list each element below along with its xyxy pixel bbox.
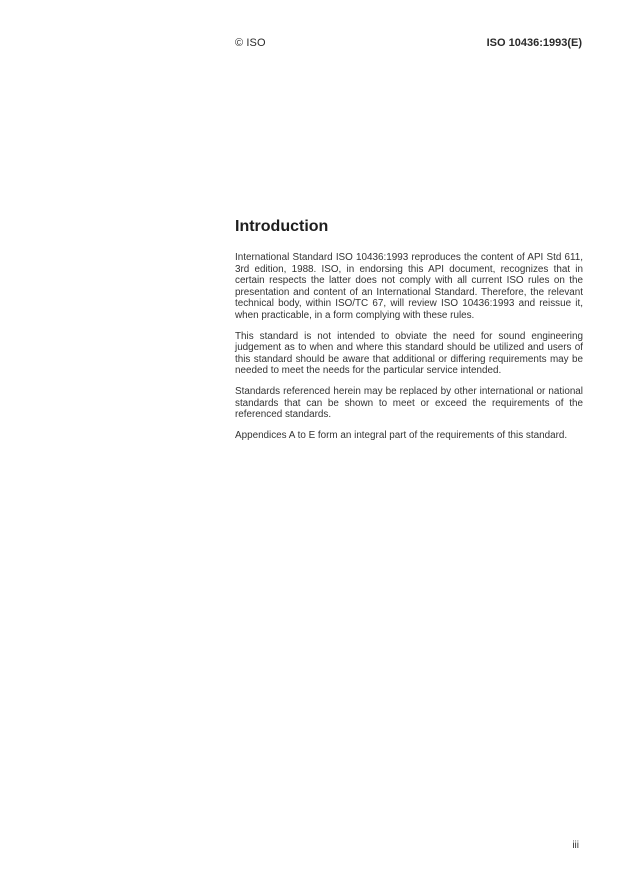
section-title: Introduction bbox=[235, 218, 329, 235]
page-number: iii bbox=[572, 840, 579, 851]
copyright-header: © ISO bbox=[235, 37, 266, 49]
document-id-header: ISO 10436:1993(E) bbox=[486, 37, 582, 49]
paragraph: This standard is not intended to obviate the need for sound engineering judgement as to when and where this standard should be utilized and users of this standard should be aware that additional or differing requirements may be needed to meet the needs for the particular service intended. bbox=[235, 330, 583, 377]
paragraph: Appendices A to E form an integral part of the requirements of this standard. bbox=[235, 429, 568, 441]
paragraph: Standards referenced herein may be replaced by other international or national standards that can be shown to meet or exceed the requirements of the referenced standards. bbox=[235, 385, 583, 421]
introduction-body bbox=[235, 252, 583, 450]
paragraph: International Standard ISO 10436:1993 reproduces the content of API Std 611, 3rd edition, 1988. ISO, in endorsing this API document, recognizes that in certain respects the latter does not comply with all current ISO rules on the presentation and content of an International Standard. Therefore, the relevant technical body, within ISO/TC 67, will review ISO 10436:1993 and reissue it, when practicable, in a form complying with these rules. bbox=[235, 252, 583, 321]
